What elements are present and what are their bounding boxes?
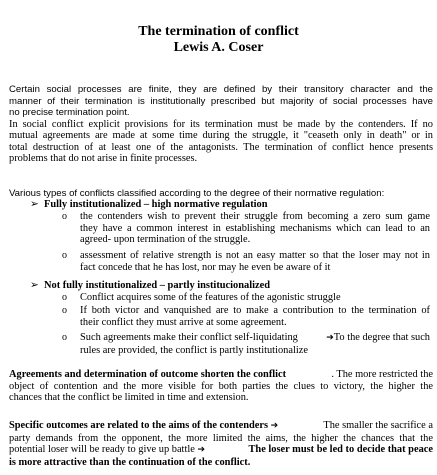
bullet-arrow-icon: ➢: [30, 199, 39, 210]
agreements-paragraph: [9, 369, 433, 404]
list1-item-line: the contenders wish to prevent their struggle from becoming a zero sum game: [80, 211, 430, 222]
intro-line: In social conflict explicit provisions for its termination must be made by the contenders. If no: [9, 118, 433, 130]
list2-item-text: To the degree that such: [333, 332, 430, 343]
list2-item-line: rules are provided, the conflict is partly institutionalize: [80, 344, 308, 356]
sub-bullet-icon: o: [62, 292, 67, 303]
specific-text: The smaller the sacrifice a: [323, 420, 433, 431]
document-author: Lewis A. Coser: [173, 40, 264, 55]
list2-item: [80, 332, 430, 356]
list2-item-line: [80, 332, 430, 345]
list1-item-line: fact concede that he has lost, nor may he even be aware of it: [80, 261, 331, 273]
list2-item: [80, 305, 430, 328]
document-title: The termination of conflict: [138, 24, 299, 39]
list1-item: [80, 250, 430, 273]
list2-heading: [44, 280, 424, 292]
right-arrow-icon: ➔: [326, 333, 334, 343]
list1-item-line: agreed- upon termination of the struggle.: [80, 234, 251, 245]
intro-line: problems that do not arise in finite processes.: [9, 153, 198, 164]
intro-line: no precise termination point.: [9, 107, 130, 118]
list1-heading: [44, 199, 424, 211]
agreements-heading: Agreements and determination of outcome shorten the conflict: [9, 369, 287, 380]
list2-item: [80, 292, 430, 304]
intro-line: Certain social processes are finite, they are defined by their transitory character and the: [9, 84, 433, 95]
intro-line: mutual agreements are made at some time during the struggle, it "ceaseth only in death" or in: [9, 130, 433, 141]
specific-text-wrap: [9, 444, 205, 457]
sub-bullet-icon: o: [62, 211, 67, 222]
agreements-line: object of contention and the more visible for both parties the clues to victory, the higher the: [9, 380, 433, 392]
bullet-arrow-icon: ➢: [30, 280, 39, 291]
intro-line: manner of their termination is institutionally prescribed but majority of social processes have: [9, 95, 433, 107]
specific-heading: Specific outcomes are related to the aims of the contenders: [9, 420, 269, 431]
specific-heading-wrap: [9, 420, 278, 433]
specific-line: is more attractive than the continuation of the conflict.: [9, 456, 251, 468]
specific-text: potential loser will be ready to give up battle: [9, 444, 195, 455]
right-arrow-icon: ➔: [197, 445, 205, 455]
list2-item-text: Such agreements make their conflict self-liquidating: [80, 332, 298, 343]
list2-item-line: their conflict they must arrive at some agreement.: [80, 316, 287, 328]
sub-bullet-icon: o: [62, 250, 67, 261]
list1-item: [80, 211, 430, 246]
specific-emphasis: The loser must be led to decide that peace: [248, 444, 433, 455]
types-intro: [9, 188, 433, 200]
specific-line: party demands from the opponent, the more limited the aims, the higher the chances that the: [9, 432, 433, 444]
list2-heading-text: Not fully institutionalized – partly institucionalized: [44, 280, 271, 291]
sub-bullet-icon: o: [62, 305, 67, 316]
list2-item-text-wrap: [326, 332, 430, 345]
agreements-line: [9, 369, 433, 381]
types-intro-text: Various types of conflicts classified according to the degree of their normative regulation:: [9, 188, 385, 199]
intro-paragraph: [9, 84, 433, 165]
agreements-line: chances that the conflict be limited in time and extension.: [9, 392, 249, 403]
list2-item-line: Conflict acquires some of the features of the agonistic struggle: [80, 292, 341, 303]
intro-line: total destruction of at least one of the antagonists. The termination of conflict hence presents: [9, 141, 433, 153]
list2-item-line: If both victor and vanquished are to make a contribution to the termination of: [80, 305, 430, 316]
specific-paragraph: [9, 420, 433, 468]
specific-line: [9, 420, 433, 433]
list1-item-line: they have a common interest in establishing mechanisms which can lead to an: [80, 222, 430, 234]
agreements-text: . The more restricted the: [331, 369, 433, 380]
sub-bullet-icon: o: [62, 332, 67, 343]
right-arrow-icon: ➔: [270, 421, 279, 431]
list1-heading-text: Fully institutionalized – high normative regulation: [44, 199, 268, 210]
list1-item-line: assessment of relative strength is not an easy matter so that the loser may not in: [80, 250, 430, 261]
specific-line: [9, 444, 433, 457]
